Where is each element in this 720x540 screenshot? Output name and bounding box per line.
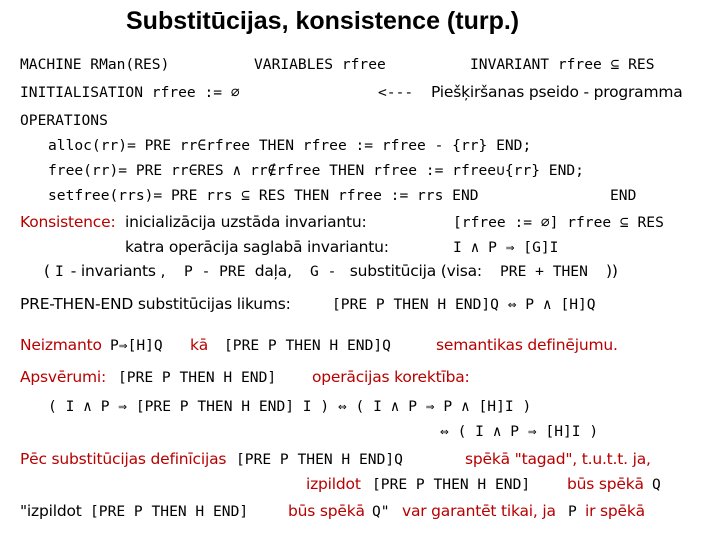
invariant-declaration: INVARIANT rfree ⊆ RES [470,56,655,73]
definition-now: spēkā "tagad", t.u.t.t. ja, [465,450,651,468]
executing-label: izpildot [306,475,361,493]
semantics-label: semantikas definējumu. [436,336,618,354]
legend-part: daļa, [250,262,292,280]
operations-keyword: OPERATIONS [20,112,108,129]
ka-label: kā [190,336,209,354]
legend-g: G - [310,263,337,280]
legend-invariants: - invariants , [66,262,166,280]
operation-invariant-text: katra operācija saglabā invariantu: [125,238,389,256]
operation-alloc: alloc(rr)= PRE rr∈rfree THEN rfree := rfree - {rr} END; [48,137,532,154]
init-invariant-formula: [rfree := ∅] rfree ⊆ RES [453,214,664,231]
variables-declaration: VARIABLES rfree [254,56,386,73]
correctness-label: operācijas korektība: [312,368,470,386]
neizmanto-formula: P⇒[H]Q [110,337,163,354]
guarantee-holds: ir spēkā [585,502,645,520]
machine-declaration: MACHINE RMan(RES) [20,56,170,73]
legend-substitution: substitūcija (visa: [345,262,482,280]
slide-title: Substitūcijas, konsistence (turp.) [126,7,520,35]
quote-q: Q" [372,503,390,520]
quote-holds: būs spēkā [288,502,365,520]
operation-invariant-formula: I ∧ P ⇒ [G]I [453,239,559,256]
apsverumi-formula: [PRE P THEN H END] [118,369,277,386]
legend-i: I [55,263,64,280]
executing-q: Q [652,476,661,493]
apsverumi-label: Apsvērumi: [20,368,107,386]
equivalence-line-1: ( I ∧ P ⇒ [PRE P THEN H END] I ) ⇔ ( I ∧ P ⇒ P ∧ [H]I ) [48,398,532,415]
operation-setfree: setfree(rrs)= PRE rrs ⊆ RES THEN rfree := rrs END [48,187,479,204]
ka-formula: [PRE P THEN H END]Q [224,337,391,354]
equivalence-line-2: ⇔ ( I ∧ P ⇒ [H]I ) [440,423,599,440]
executing-formula: [PRE P THEN H END] [372,476,531,493]
init-invariant-text: inicializācija uzstāda invariantu: [125,213,367,231]
quote-executing-label: "izpildot [20,502,82,520]
operation-free: free(rr)= PRE rr∈RES ∧ rr∉rfree THEN rfree := rfree∪{rr} END; [48,162,584,179]
pre-then-end-law-formula: [PRE P THEN H END]Q ⇔ P ∧ [H]Q [332,296,596,313]
legend-open: ( [44,262,50,280]
definition-formula: [PRE P THEN H END]Q [236,451,403,468]
executing-holds: būs spēkā [567,475,644,493]
pre-then-end-law-label: PRE-THEN-END substitūcijas likums: [20,295,291,313]
legend-p-pre: P - PRE [184,263,246,280]
definition-label: Pēc substitūcijas definīcijas [20,450,227,468]
guarantee-p: P [568,503,577,520]
quote-executing-formula: [PRE P THEN H END] [90,503,249,520]
consistency-label: Konsistence: [20,213,116,231]
legend-close: )) [606,262,618,280]
initialisation-declaration: INITIALISATION rfree := ∅ [20,84,240,101]
guarantee-text: var garantēt tikai, ja [402,502,556,520]
machine-end: END [610,187,637,204]
assignment-comment: Piešķiršanas pseido - programma [431,83,683,101]
neizmanto-label: Neizmanto [20,336,102,354]
arrow-comment: <--- [378,84,414,101]
legend-pre-then: PRE + THEN [500,263,588,280]
